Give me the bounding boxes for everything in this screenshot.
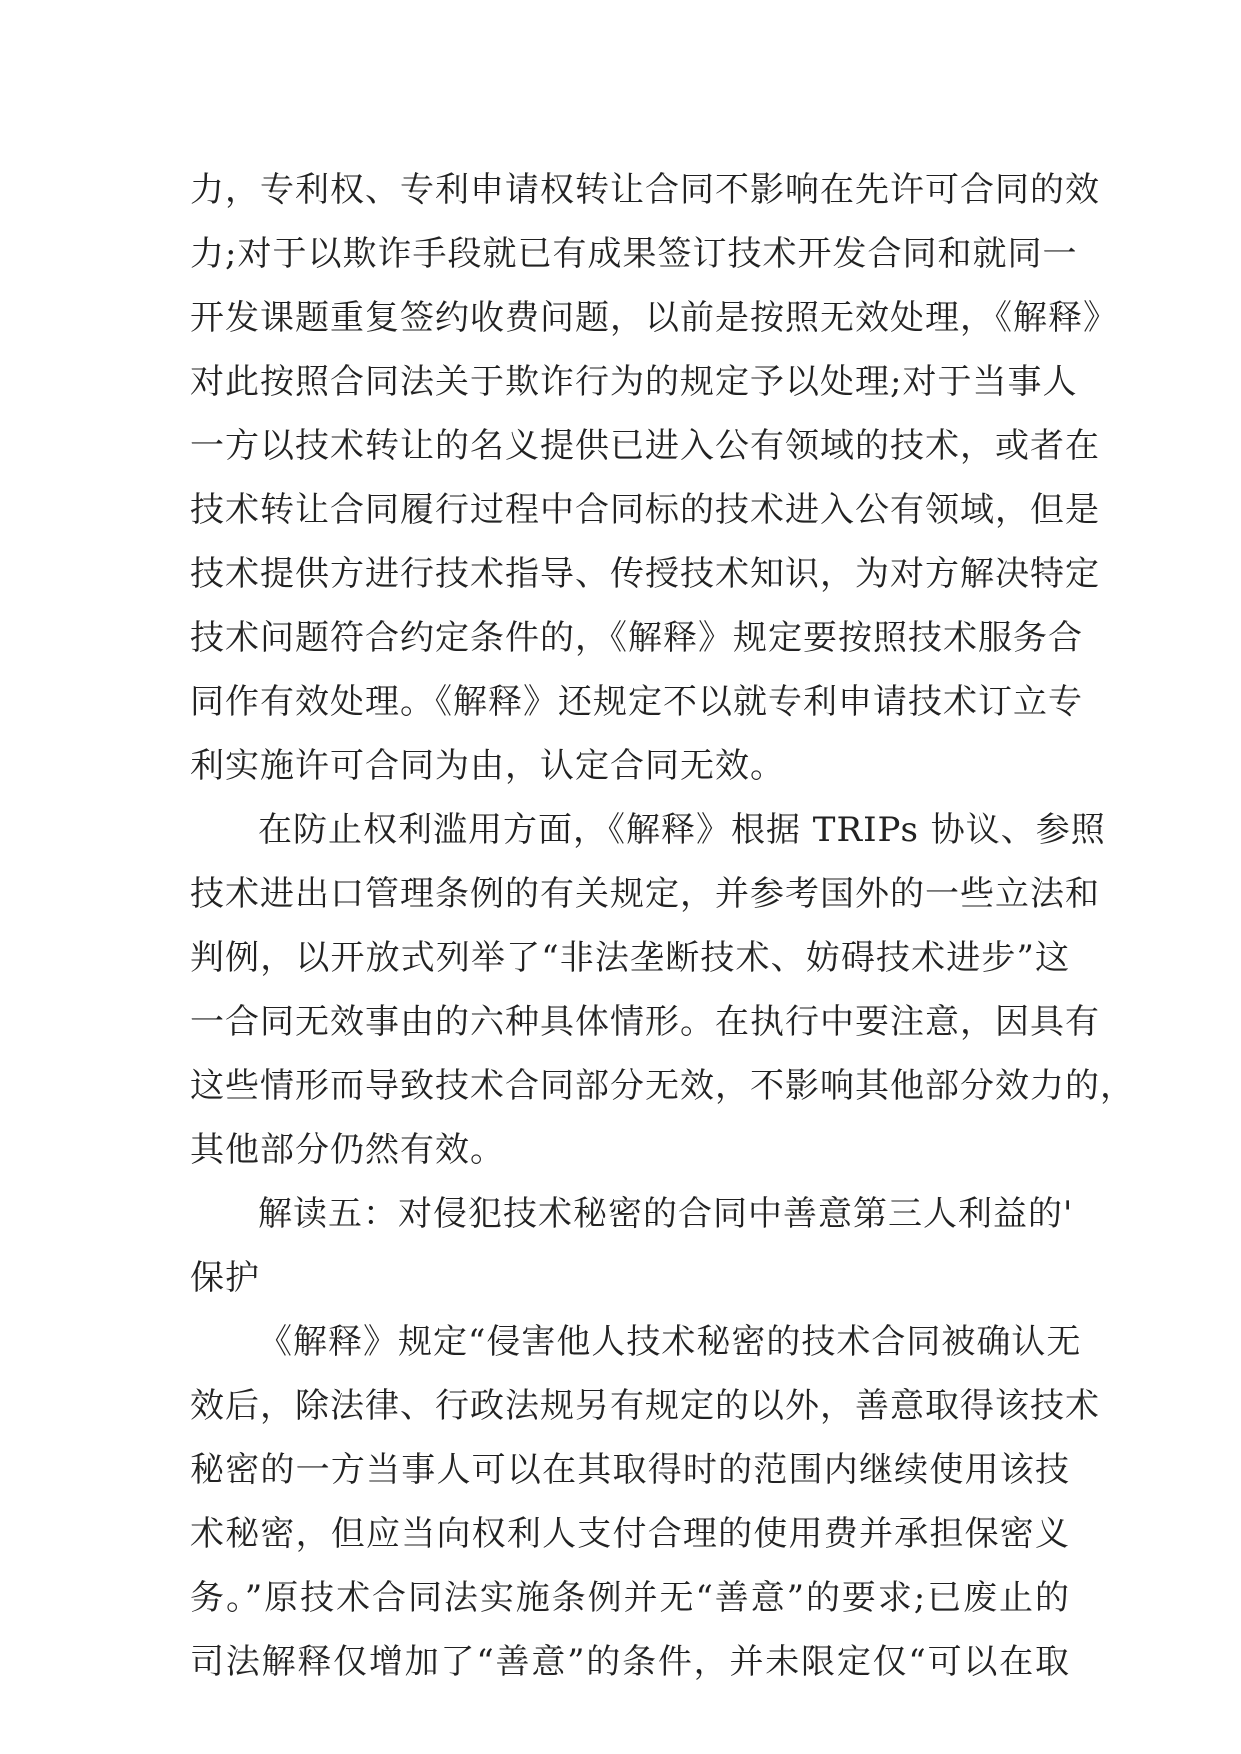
paragraph-abuse-of-rights: [190, 798, 1135, 1182]
text-line: 司法解释仅增加了“善意”的条件，并未限定仅“可以在取: [190, 1642, 1070, 1682]
text-line: 务。”原技术合同法实施条例并无“善意”的要求;已废止的: [190, 1578, 1070, 1618]
text-line: 秘密的一方当事人可以在其取得时的范围内继续使用该技: [190, 1450, 1070, 1490]
text-line: 在防止权利滥用方面，《解释》根据 TRIPs 协议、参照: [258, 810, 1106, 850]
text-line: 这些情形而导致技术合同部分无效，不影响其他部分效力的，: [190, 1066, 1135, 1106]
text-line: 利实施许可合同为由，认定合同无效。: [190, 746, 785, 786]
text-line: 技术提供方进行技术指导、传授技术知识，为对方解决特定: [190, 554, 1100, 594]
text-line: 力，专利权、专利申请权转让合同不影响在先许可合同的效: [190, 170, 1100, 210]
text-line: 开发课题重复签约收费问题，以前是按照无效处理，《解释》: [190, 298, 1118, 338]
text-line: 技术问题符合约定条件的，《解释》规定要按照技术服务合: [190, 618, 1083, 658]
text-line: 对此按照合同法关于欺诈行为的规定予以处理;对于当事人: [190, 362, 1078, 402]
text-line: 判例，以开放式列举了“非法垄断技术、妨碍技术进步”这: [190, 938, 1070, 978]
text-line: 术秘密，但应当向权利人支付合理的使用费并承担保密义: [190, 1514, 1070, 1554]
text-line: 技术进出口管理条例的有关规定，并参考国外的一些立法和: [190, 874, 1100, 914]
text-line: 技术转让合同履行过程中合同标的技术进入公有领域，但是: [190, 490, 1100, 530]
text-line: 其他部分仍然有效。: [190, 1130, 505, 1170]
document-body: [190, 158, 1135, 1694]
text-line: 同作有效处理。《解释》还规定不以就专利申请技术订立专: [190, 682, 1083, 722]
heading-line: 保护: [190, 1258, 260, 1298]
paragraph-contract-validity: [190, 158, 1118, 798]
heading-line: 解读五：对侵犯技术秘密的合同中善意第三人利益的': [258, 1194, 1074, 1234]
text-line: 一合同无效事由的六种具体情形。在执行中要注意，因具有: [190, 1002, 1100, 1042]
section-heading-interpretation-five: [190, 1182, 1074, 1310]
text-line: 一方以技术转让的名义提供已进入公有领域的技术，或者在: [190, 426, 1100, 466]
text-line: 《解释》规定“侵害他人技术秘密的技术合同被确认无: [258, 1322, 1082, 1362]
text-line: 力;对于以欺诈手段就已有成果签订技术开发合同和就同一: [190, 234, 1078, 274]
text-line: 效后，除法律、行政法规另有规定的以外，善意取得该技术: [190, 1386, 1100, 1426]
paragraph-trade-secret: [190, 1310, 1100, 1694]
